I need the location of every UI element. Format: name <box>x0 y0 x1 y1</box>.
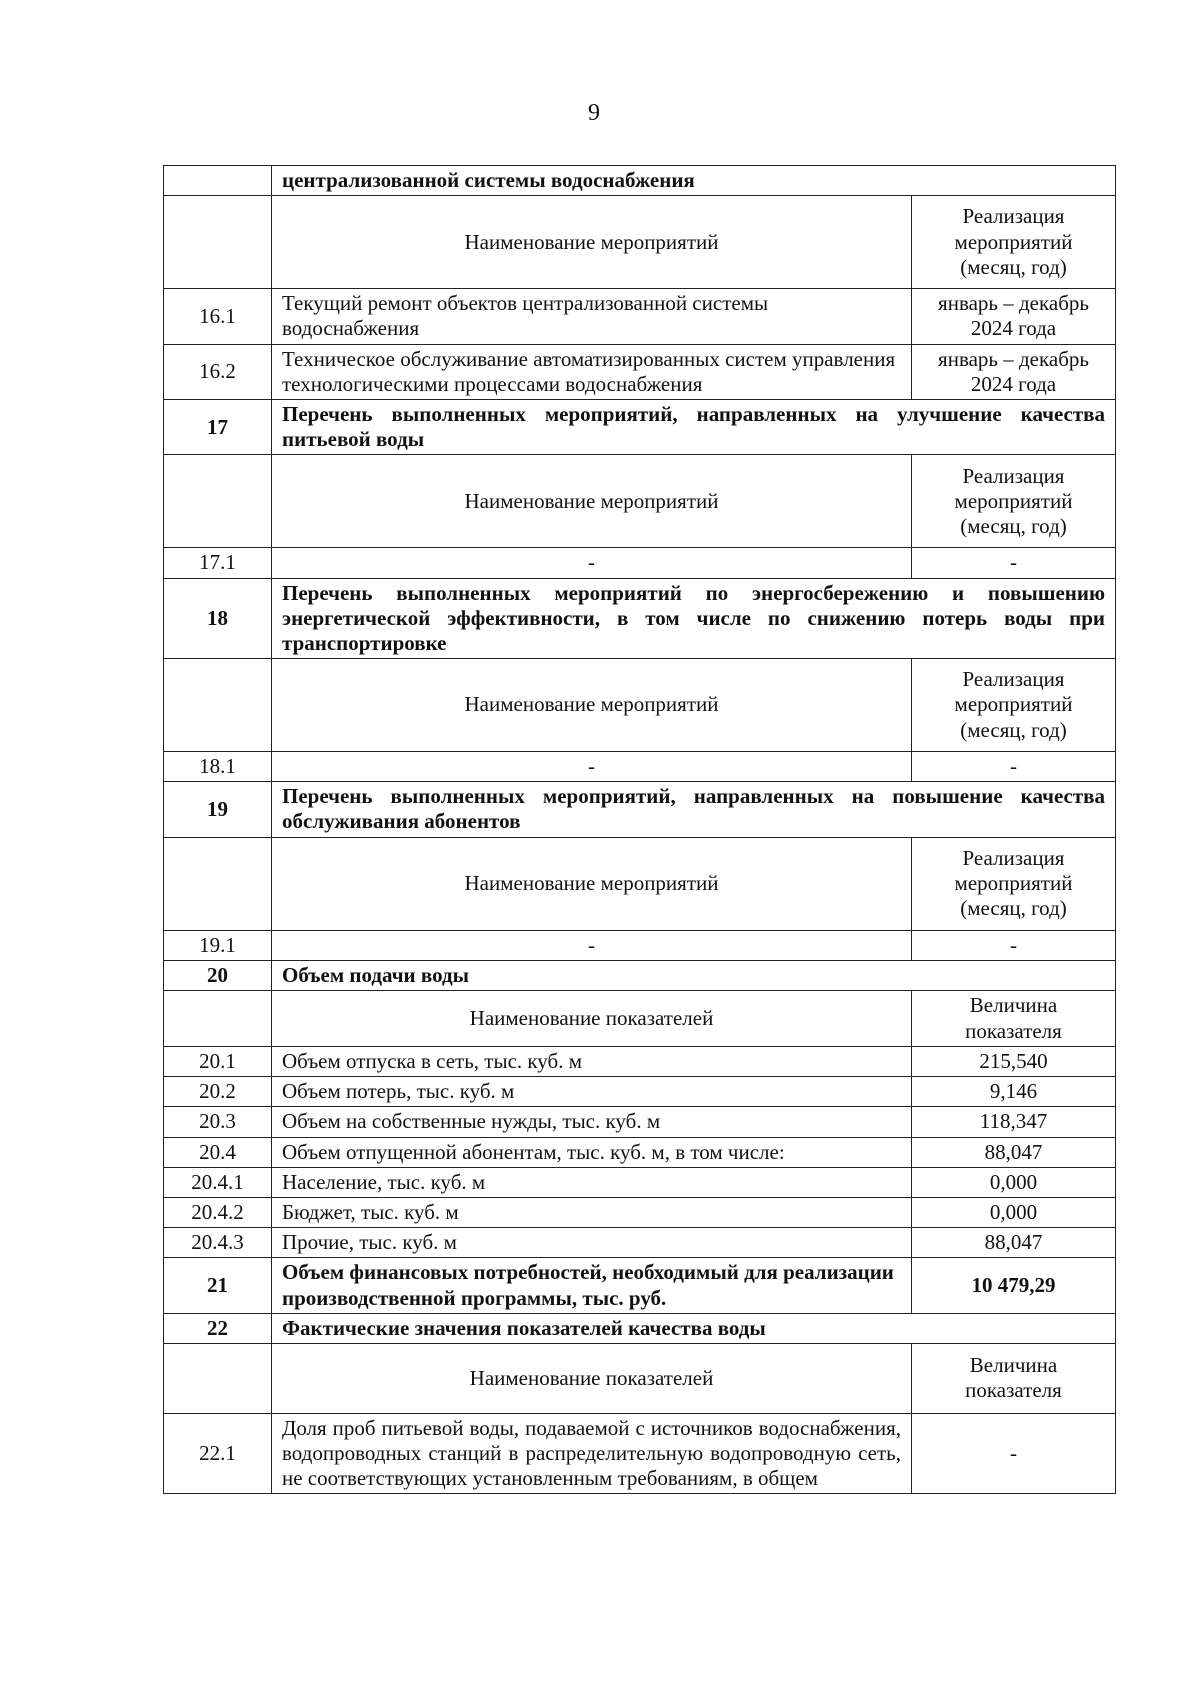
section-row <box>164 399 1116 454</box>
indicator-name: Прочие, тыс. куб. м <box>272 1228 912 1258</box>
row-number: 18.1 <box>164 752 272 782</box>
indicator-value: 118,347 <box>912 1107 1116 1137</box>
measures-header: Наименование мероприятий <box>272 837 912 930</box>
measures-header: Наименование мероприятий <box>272 196 912 289</box>
section-number: 21 <box>164 1258 272 1313</box>
indicator-name: Доля проб питьевой воды, подаваемой с источников водоснабжения, водопроводных станций в распределительную водопроводную сеть, не соответствующих установленным требованиям, в общем <box>272 1413 912 1494</box>
implementation-header: Реализация мероприятий (месяц, год) <box>912 837 1116 930</box>
section-title: Объем финансовых потребностей, необходимый для реализации производственной программы, тыс. руб. <box>272 1258 912 1313</box>
table-row <box>164 344 1116 399</box>
section-title: Перечень выполненных мероприятий по энергосбережению и повышению энергетической эффективности, в том числе по снижению потерь воды при транспортировке <box>272 578 1116 659</box>
section-number: 19 <box>164 782 272 837</box>
table-row <box>164 548 1116 578</box>
column-header-row <box>164 837 1116 930</box>
row-number: 19.1 <box>164 930 272 960</box>
empty-cell <box>164 659 272 752</box>
measure-name: - <box>272 930 912 960</box>
row-number: 16.1 <box>164 289 272 344</box>
table-row <box>164 1137 1116 1167</box>
indicator-name: Бюджет, тыс. куб. м <box>272 1197 912 1227</box>
measures-header: Наименование мероприятий <box>272 455 912 548</box>
section-number: 18 <box>164 578 272 659</box>
row-number: 20.3 <box>164 1107 272 1137</box>
implementation-header: Реализация мероприятий (месяц, год) <box>912 659 1116 752</box>
indicator-value: 215,540 <box>912 1047 1116 1077</box>
column-header-row <box>164 991 1116 1047</box>
table-row <box>164 166 1116 196</box>
table-row <box>164 1107 1116 1137</box>
section-title: Перечень выполненных мероприятий, направленных на повышение качества обслуживания абонентов <box>272 782 1116 837</box>
row-number: 16.2 <box>164 344 272 399</box>
column-header-row <box>164 659 1116 752</box>
section-number: 22 <box>164 1313 272 1343</box>
indicators-header: Наименование показателей <box>272 1343 912 1413</box>
indicator-value: - <box>912 1413 1116 1494</box>
column-header-row <box>164 1343 1116 1413</box>
section-row <box>164 578 1116 659</box>
row-number: 20.1 <box>164 1047 272 1077</box>
measure-name: - <box>272 548 912 578</box>
section-number: 17 <box>164 399 272 454</box>
table-row <box>164 1167 1116 1197</box>
empty-cell <box>164 991 272 1047</box>
indicators-header: Наименование показателей <box>272 991 912 1047</box>
indicator-name: Население, тыс. куб. м <box>272 1167 912 1197</box>
column-header-row <box>164 196 1116 289</box>
indicator-value: 88,047 <box>912 1137 1116 1167</box>
indicator-name: Объем отпуска в сеть, тыс. куб. м <box>272 1047 912 1077</box>
section-title: Объем подачи воды <box>272 960 1116 990</box>
measures-header: Наименование мероприятий <box>272 659 912 752</box>
section-row <box>164 960 1116 990</box>
measure-name: Текущий ремонт объектов централизованной системы водоснабжения <box>272 289 912 344</box>
implementation-date: - <box>912 548 1116 578</box>
row-number: 20.2 <box>164 1077 272 1107</box>
section-row <box>164 1258 1116 1313</box>
implementation-header: Реализация мероприятий (месяц, год) <box>912 196 1116 289</box>
value-header: Величина показателя <box>912 1343 1116 1413</box>
indicator-name: Объем на собственные нужды, тыс. куб. м <box>272 1107 912 1137</box>
section-title: Перечень выполненных мероприятий, направленных на улучшение качества питьевой воды <box>272 399 1116 454</box>
section-row <box>164 782 1116 837</box>
measure-name: Техническое обслуживание автоматизированных систем управления технологическими процессами водоснабжения <box>272 344 912 399</box>
implementation-date: - <box>912 752 1116 782</box>
section-title: централизованной системы водоснабжения <box>272 166 1116 196</box>
page-number: 9 <box>588 100 600 126</box>
table-row <box>164 1228 1116 1258</box>
row-number: 20.4.1 <box>164 1167 272 1197</box>
indicator-name: Объем отпущенной абонентам, тыс. куб. м, в том числе: <box>272 1137 912 1167</box>
table-row <box>164 930 1116 960</box>
row-number: 22.1 <box>164 1413 272 1494</box>
indicator-value: 0,000 <box>912 1197 1116 1227</box>
table-row <box>164 1197 1116 1227</box>
program-table <box>163 165 1116 1494</box>
table-row <box>164 1047 1116 1077</box>
indicator-value: 0,000 <box>912 1167 1116 1197</box>
row-number: 20.4.3 <box>164 1228 272 1258</box>
indicator-value: 88,047 <box>912 1228 1116 1258</box>
empty-cell <box>164 455 272 548</box>
indicator-value: 9,146 <box>912 1077 1116 1107</box>
table-row <box>164 289 1116 344</box>
section-row <box>164 1313 1116 1343</box>
column-header-row <box>164 455 1116 548</box>
implementation-header: Реализация мероприятий (месяц, год) <box>912 455 1116 548</box>
implementation-date: - <box>912 930 1116 960</box>
value-header: Величина показателя <box>912 991 1116 1047</box>
empty-cell <box>164 196 272 289</box>
empty-cell <box>164 1343 272 1413</box>
measure-name: - <box>272 752 912 782</box>
section-title: Фактические значения показателей качества воды <box>272 1313 1116 1343</box>
table-row <box>164 1413 1116 1494</box>
row-number: 17.1 <box>164 548 272 578</box>
implementation-date: январь – декабрь 2024 года <box>912 344 1116 399</box>
implementation-date: январь – декабрь 2024 года <box>912 289 1116 344</box>
row-number: 20.4 <box>164 1137 272 1167</box>
table-row <box>164 752 1116 782</box>
section-number: 20 <box>164 960 272 990</box>
row-number: 20.4.2 <box>164 1197 272 1227</box>
row-number-cell <box>164 166 272 196</box>
empty-cell <box>164 837 272 930</box>
table-row <box>164 1077 1116 1107</box>
financial-needs-value: 10 479,29 <box>912 1258 1116 1313</box>
indicator-name: Объем потерь, тыс. куб. м <box>272 1077 912 1107</box>
